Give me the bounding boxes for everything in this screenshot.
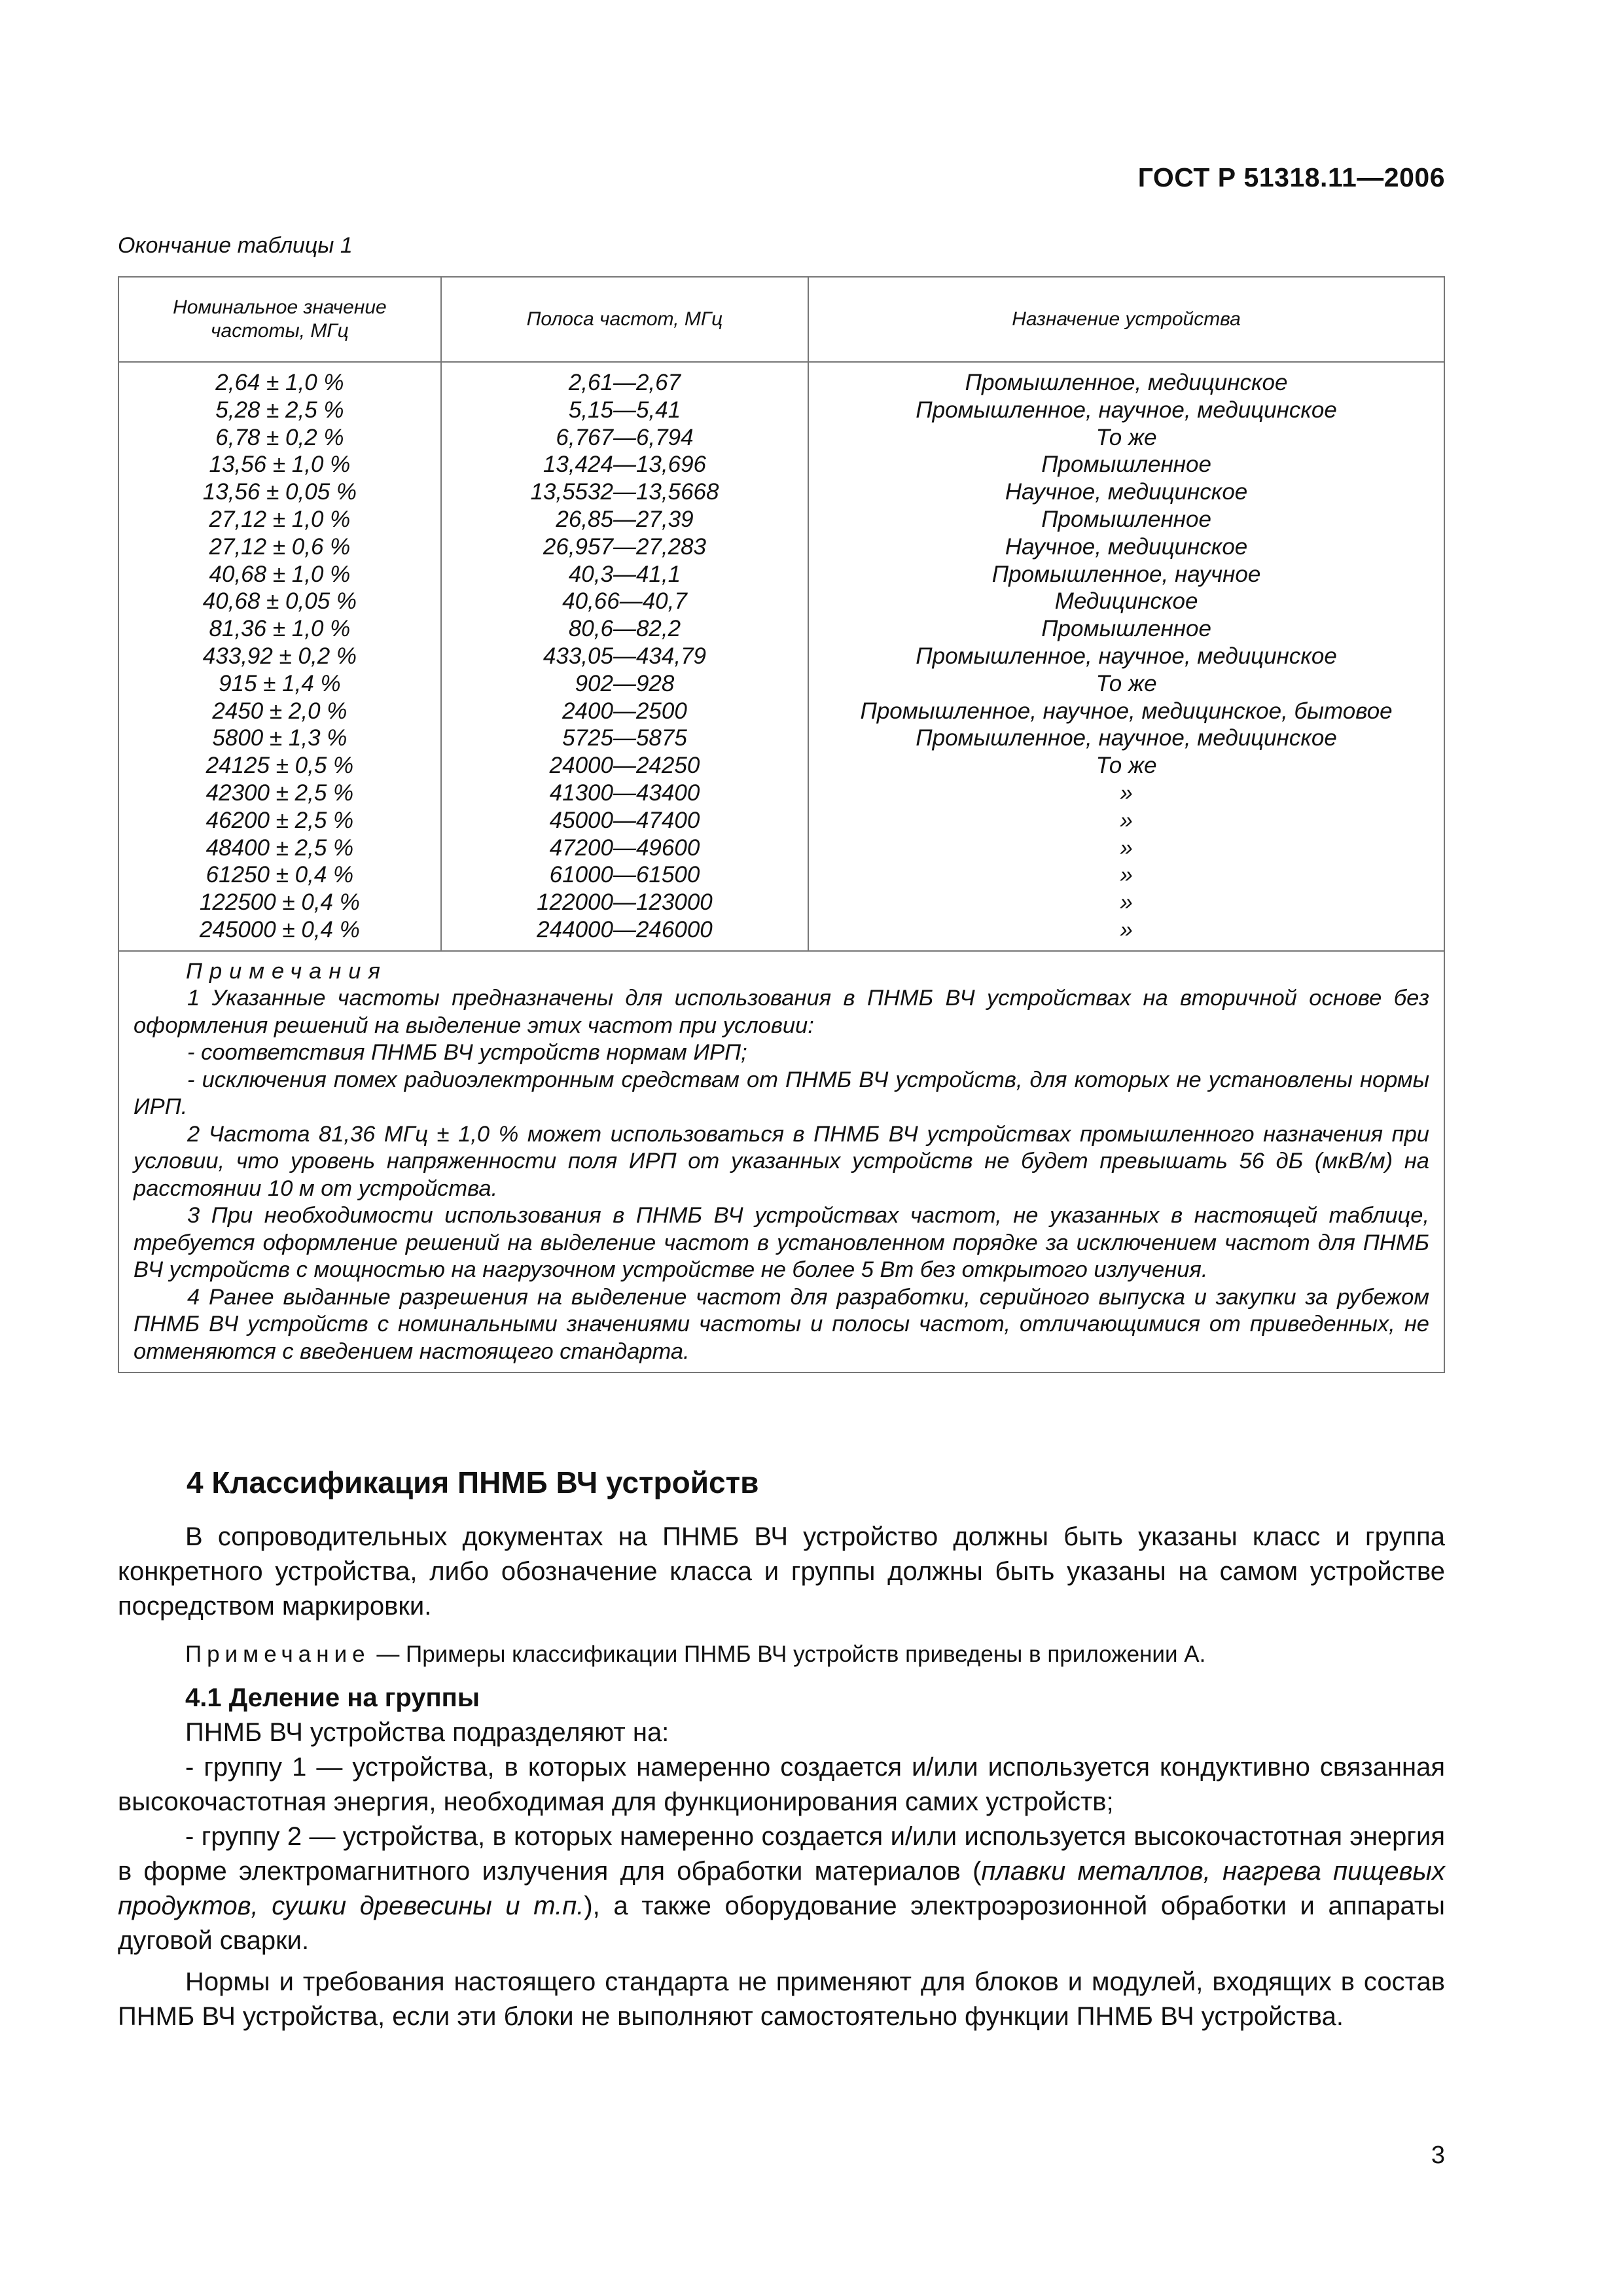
cell-frequency-band: 244000—246000 <box>537 916 713 942</box>
table-notes-row <box>118 951 1444 1373</box>
cell-frequency-band: 2,61—2,67 <box>568 370 681 395</box>
cell-frequency-band: 2400—2500 <box>562 698 687 724</box>
subsection-title: 4.1 Деление на группы <box>185 1683 480 1712</box>
cell-device-purpose: Научное, медицинское <box>1005 533 1248 560</box>
cell-device-purpose: Промышленное, научное, медицинское <box>916 725 1337 751</box>
cell-nominal-frequency: 40,68 ± 1,0 % <box>209 561 351 587</box>
cell-device-purpose: » <box>1120 889 1133 916</box>
cell-device-purpose: Промышленное, научное, медицинское <box>916 643 1337 669</box>
paragraph-requirements: Нормы и требования настоящего стандарта не применяют для блоков и модулей, входящих в состав ПНМБ ВЧ устройства, если эти блоки не выполняют самостоятельно функции ПНМБ ВЧ устройства. <box>118 1967 1445 2031</box>
cell-device-purpose: То же <box>1096 753 1157 779</box>
cell-frequency-band: 80,6—82,2 <box>568 616 681 642</box>
cell-device-purpose: » <box>1120 862 1133 888</box>
cell-nominal-frequency: 122500 ± 0,4 % <box>199 889 360 916</box>
section-note-text: — Примеры классификации ПНМБ ВЧ устройств приведены в приложении А. <box>370 1641 1206 1667</box>
section-note <box>118 1637 1445 1672</box>
note-1-condition-a: - соответствия ПНМБ ВЧ устройств нормам ИРП; <box>187 1040 747 1066</box>
cell-frequency-band: 61000—61500 <box>549 862 700 888</box>
cell-nominal-frequency: 13,56 ± 0,05 % <box>202 479 357 505</box>
frequency-table <box>118 276 1445 1373</box>
table-header-row <box>118 277 1444 362</box>
section-body <box>118 1520 1445 2034</box>
header-device-purpose: Назначение устройства <box>808 277 1444 362</box>
table-notes <box>118 951 1444 1373</box>
list-item-group-2: - группу 2 — устройства, в которых намеренно создается и/или используется высокочастотная энергия в форме электромагнитного излучения для обработки материалов (плавки металлов, нагрева пищевых продуктов, сушки древесины и т.п.), а также оборудование электроэрозионной обработки и аппараты дуговой сварки. <box>118 1822 1445 1955</box>
cell-nominal-frequency: 40,68 ± 0,05 % <box>202 588 357 615</box>
cell-frequency-band: 47200—49600 <box>549 834 700 861</box>
note-1-condition-b: - исключения помех радиоэлектронным средствам от ПНМБ ВЧ устройств, для которых не установлены нормы ИРП. <box>134 1067 1429 1120</box>
cell-frequency-band: 26,957—27,283 <box>543 533 707 560</box>
cell-nominal-frequency: 24125 ± 0,5 % <box>205 753 354 779</box>
paragraph-classification: В сопроводительных документах на ПНМБ ВЧ устройство должны быть указаны класс и группа конкретного устройства, либо обозначение класса и группы должны быть указаны на самом устройстве посредством маркировки. <box>118 1522 1445 1621</box>
cell-frequency-band: 122000—123000 <box>537 889 713 916</box>
cell-nominal-frequency: 433,92 ± 0,2 % <box>202 643 357 669</box>
cell-frequency-band: 902—928 <box>575 670 675 696</box>
cell-nominal-frequency: 46200 ± 2,5 % <box>205 807 354 833</box>
section-title: 4 Классификация ПНМБ ВЧ устройств <box>187 1465 759 1499</box>
cell-nominal-frequency: 27,12 ± 1,0 % <box>209 506 351 532</box>
cell-frequency-band: 6,767—6,794 <box>556 424 694 450</box>
cell-device-purpose: Промышленное, научное, медицинское, бытовое <box>860 698 1393 724</box>
cell-nominal-frequency: 6,78 ± 0,2 % <box>215 424 344 450</box>
cell-frequency-band: 433,05—434,79 <box>543 643 707 669</box>
cell-device-purpose: Промышленное <box>1041 452 1211 478</box>
note-1: 1 Указанные частоты предназначены для использования в ПНМБ ВЧ устройствах на вторичной основе без оформления решений на выделение этих частот при условии: <box>134 986 1429 1038</box>
cell-frequency-band: 24000—24250 <box>549 753 700 779</box>
cell-nominal-frequency: 81,36 ± 1,0 % <box>209 616 351 642</box>
cell-nominal-frequency: 245000 ± 0,4 % <box>199 916 360 942</box>
cell-device-purpose: Промышленное, медицинское <box>965 370 1288 395</box>
cell-device-purpose: » <box>1120 834 1133 861</box>
table-caption: Окончание таблицы 1 <box>118 233 353 258</box>
cell-frequency-band: 41300—43400 <box>549 780 700 806</box>
cell-device-purpose: Промышленное, научное <box>991 561 1261 587</box>
note-3: 3 При необходимости использования в ПНМБ ВЧ устройствах частот, не указанных в настоящей таблице, требуется оформление решений на выделение частот в установленном порядке за исключением частот для ПНМБ ВЧ устройств с мощностью на нагрузочном устройстве не более 5 Вт без открытого излучения. <box>134 1203 1429 1283</box>
cell-device-purpose: Промышленное <box>1041 616 1211 642</box>
cell-frequency-band: 26,85—27,39 <box>556 506 694 532</box>
list-item-group-1: - группу 1 — устройства, в которых намеренно создается и/или используется кондуктивно связанная высокочастотная энергия, необходимая для функционирования самих устройств; <box>118 1753 1445 1816</box>
cell-device-purpose: Промышленное <box>1041 506 1211 532</box>
column-frequency-band <box>441 362 808 951</box>
cell-nominal-frequency: 5,28 ± 2,5 % <box>215 397 344 423</box>
cell-device-purpose: То же <box>1096 424 1157 450</box>
cell-device-purpose: » <box>1120 780 1133 806</box>
cell-frequency-band: 13,424—13,696 <box>543 452 707 478</box>
cell-device-purpose: Медицинское <box>1054 588 1198 615</box>
cell-frequency-band: 5,15—5,41 <box>568 397 681 423</box>
page-number: 3 <box>1431 2142 1445 2169</box>
notes-title: Примечания <box>186 958 387 984</box>
column-nominal-frequency <box>118 362 441 951</box>
cell-nominal-frequency: 5800 ± 1,3 % <box>212 725 348 751</box>
header-nominal-frequency: Номинальное значение частоты, МГц <box>118 277 441 362</box>
cell-nominal-frequency: 2450 ± 2,0 % <box>212 698 348 724</box>
cell-nominal-frequency: 2,64 ± 1,0 % <box>215 370 344 395</box>
cell-device-purpose: То же <box>1096 670 1157 696</box>
note-2: 2 Частота 81,36 МГц ± 1,0 % может использоваться в ПНМБ ВЧ устройствах промышленного назначения при условии, что уровень напряженности поля ИРП от указанных устройств не будет превышать 56 дБ (мкВ/м) на расстоянии 10 м от устройства. <box>134 1121 1429 1201</box>
cell-device-purpose: Промышленное, научное, медицинское <box>916 397 1337 423</box>
cell-nominal-frequency: 13,56 ± 1,0 % <box>209 452 351 478</box>
cell-frequency-band: 45000—47400 <box>549 807 700 833</box>
header-frequency-band: Полоса частот, МГц <box>441 277 808 362</box>
section-note-label: Примечание <box>185 1641 370 1667</box>
cell-frequency-band: 40,3—41,1 <box>568 561 681 587</box>
cell-nominal-frequency: 915 ± 1,4 % <box>219 670 341 696</box>
document-code: ГОСТ Р 51318.11—2006 <box>1137 162 1445 192</box>
cell-frequency-band: 13,5532—13,5668 <box>530 479 719 505</box>
cell-nominal-frequency: 27,12 ± 0,6 % <box>209 533 351 560</box>
cell-nominal-frequency: 48400 ± 2,5 % <box>205 834 354 861</box>
cell-device-purpose: » <box>1120 916 1133 942</box>
cell-device-purpose: » <box>1120 807 1133 833</box>
cell-nominal-frequency: 61250 ± 0,4 % <box>205 862 354 888</box>
cell-frequency-band: 40,66—40,7 <box>562 588 687 615</box>
cell-frequency-band: 5725—5875 <box>562 725 687 751</box>
cell-nominal-frequency: 42300 ± 2,5 % <box>205 780 354 806</box>
note-4: 4 Ранее выданные разрешения на выделение частот для разработки, серийного выпуска и закупки за рубежом ПНМБ ВЧ устройств с номинальными значениями частоты и полосы частот, отличающимися от приведенных, не отменяются с введением настоящего стандарта. <box>134 1284 1429 1364</box>
column-device-purpose <box>808 362 1444 951</box>
table-data-row <box>118 362 1444 951</box>
paragraph-groups-intro: ПНМБ ВЧ устройства подразделяют на: <box>185 1718 669 1747</box>
cell-device-purpose: Научное, медицинское <box>1005 479 1248 505</box>
